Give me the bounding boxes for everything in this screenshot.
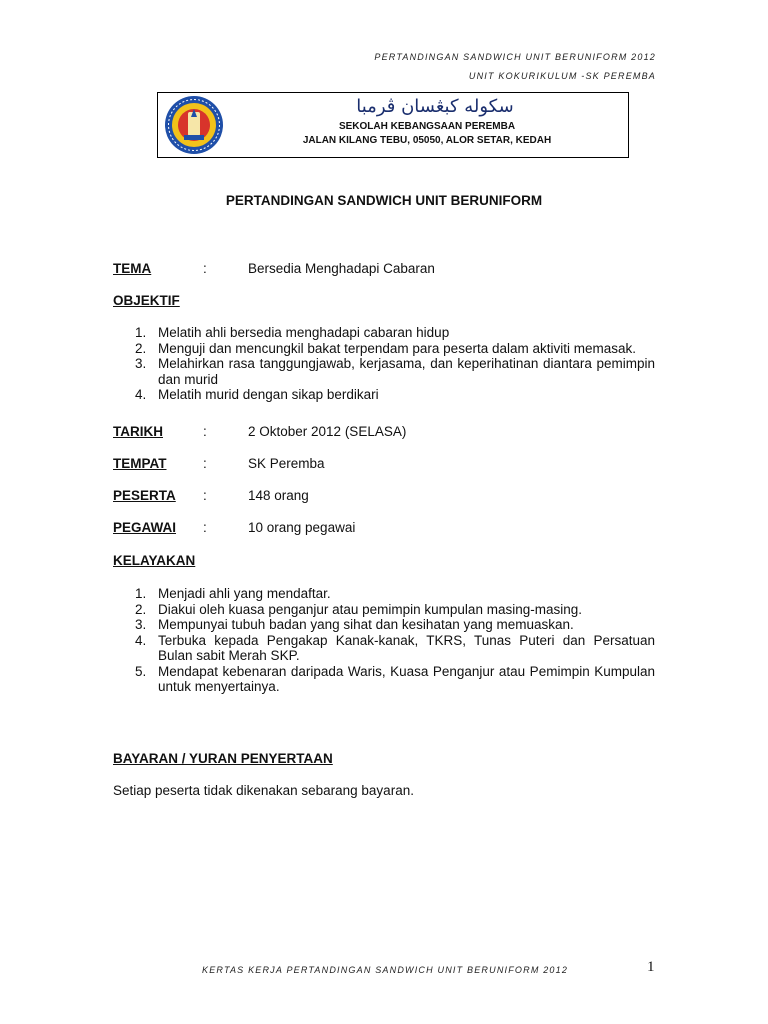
field-label: TEMA	[113, 261, 152, 276]
field-colon: :	[203, 520, 207, 535]
section-heading-bayaran: BAYARAN / YURAN PENYERTAAN	[113, 751, 333, 766]
field-label: TARIKH	[113, 424, 163, 439]
list-item: 4. Melatih murid dengan sikap berdikari	[135, 387, 379, 402]
page-number: 1	[647, 959, 655, 975]
field-label: TEMPAT	[113, 456, 167, 471]
objektif-list	[113, 325, 655, 403]
list-item: 4. Terbuka kepada Pengakap Kanak-kanak, TKRS, Tunas Puteri dan Persatuan Bulan sabit Merah SKP.	[135, 632, 655, 663]
section-heading-objektif: OBJEKTIF	[113, 293, 180, 308]
field-colon: :	[203, 261, 207, 276]
list-item: 2. Diakui oleh kuasa penganjur atau pemimpin kumpulan masing-masing.	[135, 601, 582, 617]
document-title: PERTANDINGAN SANDWICH UNIT BERUNIFORM	[225, 193, 543, 208]
field-value: 2 Oktober 2012 (SELASA)	[248, 424, 407, 439]
school-address: JALAN KILANG TEBU, 05050, ALOR SETAR, KEDAH	[302, 135, 552, 146]
school-name: SEKOLAH KEBANGSAAN PEREMBA	[338, 121, 516, 132]
field-colon: :	[203, 456, 207, 471]
running-footer: KERTAS KERJA PERTANDINGAN SANDWICH UNIT BERUNIFORM 2012	[202, 965, 569, 975]
kelayakan-list	[113, 586, 655, 695]
jawi-school-title: سکوله کبڠسان ڤرمبا	[356, 96, 514, 117]
list-item: 1. Menjadi ahli yang mendaftar.	[135, 586, 331, 601]
list-item: 1. Melatih ahli bersedia menghadapi cabaran hidup	[135, 325, 450, 340]
running-header-line-1: PERTANDINGAN SANDWICH UNIT BERUNIFORM 2012	[374, 52, 656, 62]
field-colon: :	[203, 424, 207, 439]
field-value: 148 orang	[248, 488, 309, 503]
list-item: 3. Melahirkan rasa tanggungjawab, kerjasama, dan keperihatinan diantara pemimpin dan murid	[135, 356, 655, 387]
field-value: SK Peremba	[248, 456, 325, 471]
field-value: 10 orang pegawai	[248, 520, 356, 535]
letterhead-box	[157, 92, 629, 158]
bayaran-text: Setiap peserta tidak dikenakan sebarang bayaran.	[113, 783, 414, 798]
list-item: 2. Menguji dan mencungkil bakat terpendam para peserta dalam aktiviti memasak.	[135, 340, 636, 356]
field-colon: :	[203, 488, 207, 503]
field-label: PEGAWAI	[113, 520, 177, 535]
section-heading-kelayakan: KELAYAKAN	[113, 553, 196, 568]
list-item: 5. Mendapat kebenaran daripada Waris, Kuasa Penganjur atau Pemimpin Kumpulan untuk menyertainya.	[135, 663, 655, 694]
field-label: PESERTA	[113, 488, 176, 503]
school-crest-icon	[164, 95, 224, 155]
list-item: 3. Mempunyai tubuh badan yang sihat dan kesihatan yang memuaskan.	[135, 617, 574, 632]
field-value: Bersedia Menghadapi Cabaran	[248, 261, 435, 276]
running-header-line-2: UNIT KOKURIKULUM -SK PEREMBA	[468, 71, 656, 81]
